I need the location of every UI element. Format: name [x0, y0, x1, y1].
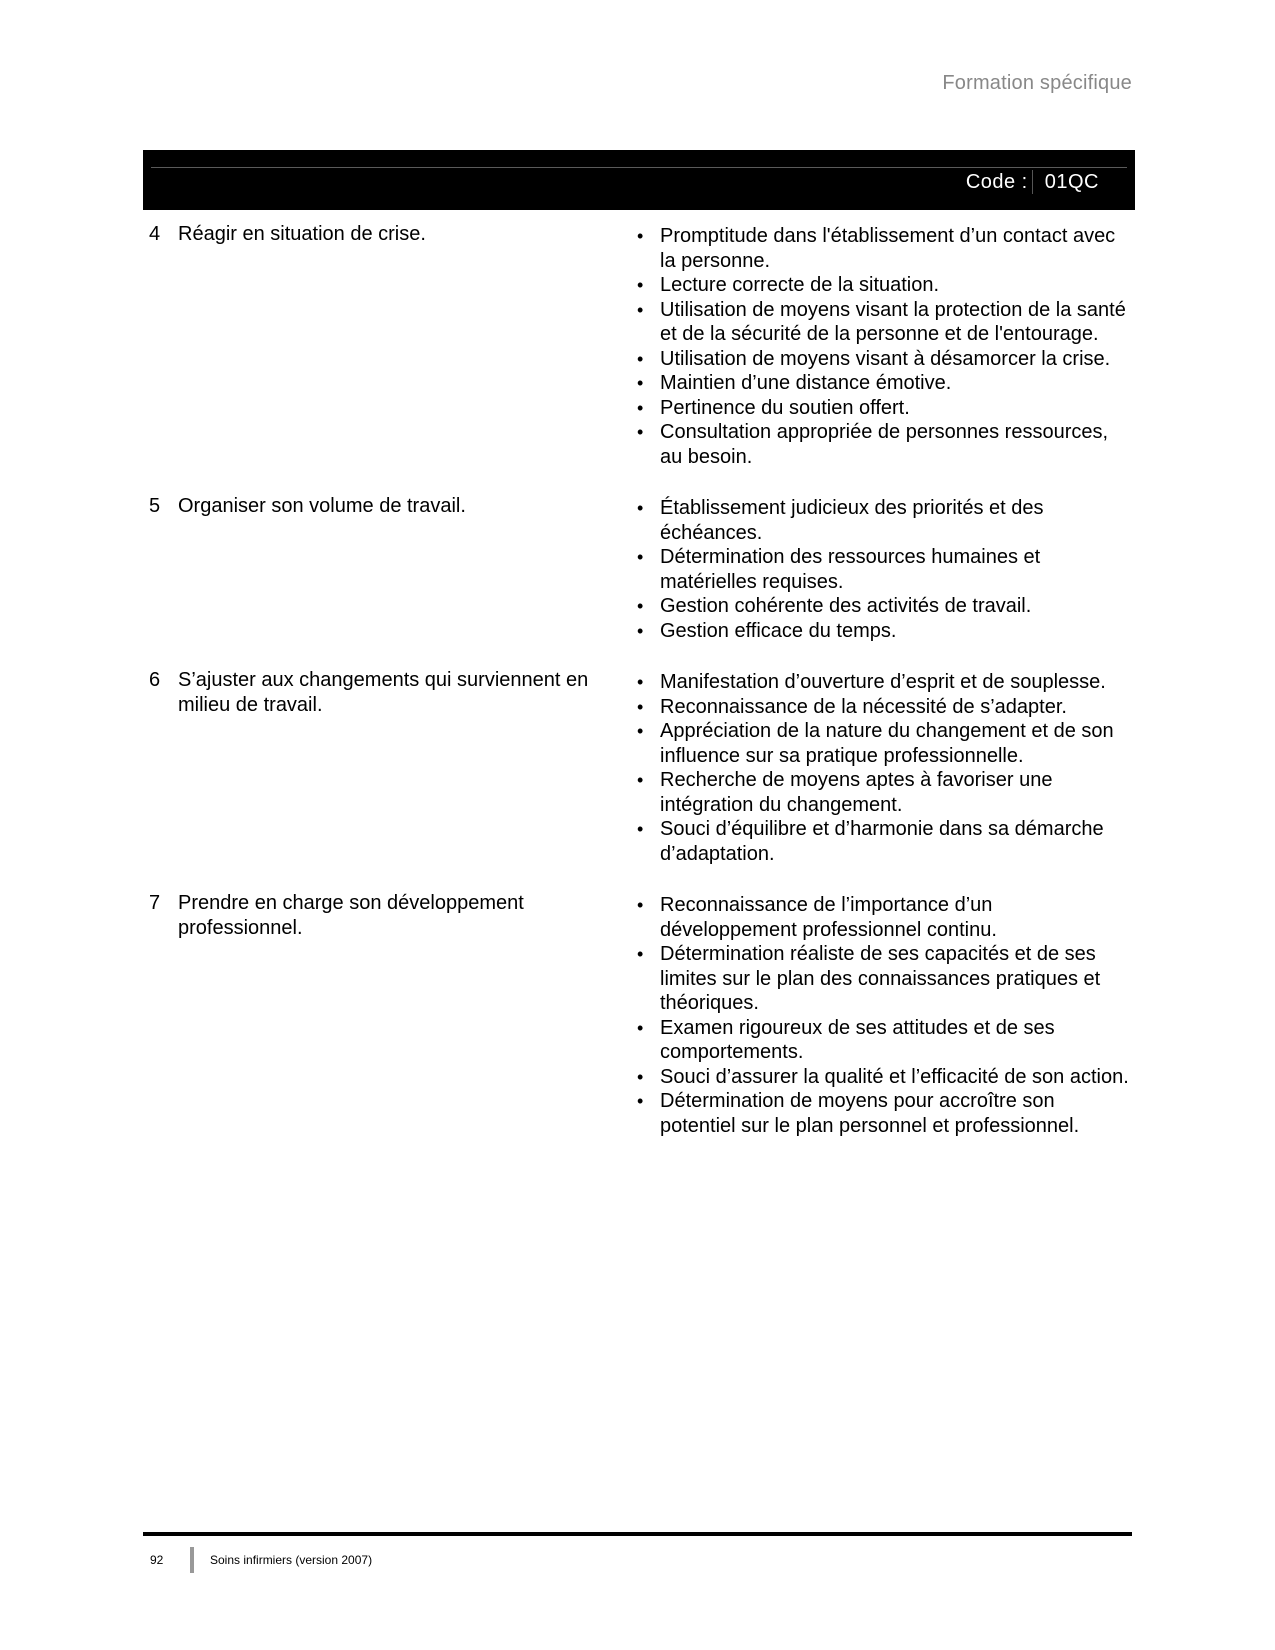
- criteria-item: [637, 496, 1130, 545]
- element-number: 4: [149, 223, 161, 245]
- criteria-text: Promptitude dans l'établissement d’un contact avec la personne.: [660, 225, 1116, 272]
- criteria-text: Manifestation d’ouverture d’esprit et de souplesse.: [660, 671, 1106, 693]
- bullet-icon: •: [637, 275, 644, 295]
- criteria-item: [637, 594, 1130, 619]
- criteria-item: [637, 1016, 1130, 1065]
- bullet-icon: •: [637, 596, 644, 616]
- criteria-text: Examen rigoureux de ses attitudes et de ses comportements.: [660, 1016, 1055, 1063]
- code-banner: [143, 150, 1135, 210]
- criteria-item: [637, 224, 1130, 273]
- element-row: [149, 891, 1139, 1138]
- criteria-item: [637, 347, 1130, 372]
- element-number: 5: [149, 495, 161, 517]
- bullet-icon: •: [637, 547, 644, 567]
- bullet-icon: •: [637, 696, 644, 717]
- criteria-item: [637, 670, 1130, 695]
- bullet-icon: •: [637, 721, 644, 741]
- criteria-text: Établissement judicieux des priorités et des échéances.: [660, 497, 1044, 544]
- criteria-item: [637, 893, 1130, 942]
- element-number: 7: [149, 892, 161, 914]
- bullet-icon: •: [637, 620, 644, 641]
- criteria-item: [637, 1089, 1130, 1138]
- footer-rule: [143, 1532, 1132, 1536]
- criteria-text: Gestion efficace du temps.: [660, 619, 897, 642]
- criteria-item: [637, 719, 1130, 768]
- criteria-item: [637, 371, 1130, 396]
- bullet-icon: •: [637, 299, 644, 320]
- criteria-text: Détermination de moyens pour accroître son potentiel sur le plan personnel et professionnel.: [660, 1090, 1080, 1137]
- element-cell: [149, 222, 637, 469]
- code-value: 01QC: [1044, 170, 1099, 193]
- banner-rule: [151, 167, 1127, 168]
- criteria-text: Reconnaissance de la nécessité de s’adapter.: [660, 695, 1067, 718]
- footer-separator: [190, 1547, 194, 1573]
- criteria-item: [637, 273, 1130, 298]
- criteria-cell: [637, 668, 1139, 866]
- bullet-icon: •: [637, 672, 644, 692]
- bullet-icon: •: [637, 1017, 644, 1038]
- criteria-cell: [637, 494, 1139, 643]
- element-row: [149, 668, 1139, 866]
- criteria-text: Détermination réaliste de ses capacités et de ses limites sur le plan des connaissances pratiques et théoriques.: [660, 943, 1101, 1014]
- criteria-item: [637, 545, 1130, 594]
- criteria-item: [637, 695, 1130, 720]
- criteria-text: Reconnaissance de l’importance d’un développement professionnel continu.: [660, 894, 997, 941]
- element-text: S’ajuster aux changements qui surviennent en milieu de travail.: [178, 669, 589, 716]
- criteria-list: [637, 893, 1139, 1138]
- element-cell: [149, 494, 637, 643]
- page-number: 92: [150, 1553, 164, 1567]
- element-number: 6: [149, 669, 161, 691]
- criteria-cell: [637, 891, 1139, 1138]
- element-text: Prendre en charge son développement professionnel.: [178, 892, 524, 939]
- bullet-icon: •: [637, 422, 644, 442]
- criteria-text: Détermination des ressources humaines et matérielles requises.: [660, 546, 1041, 593]
- bullet-icon: •: [637, 895, 644, 915]
- criteria-item: [637, 1065, 1130, 1090]
- element-row: [149, 222, 1139, 469]
- code-field: [966, 170, 1099, 194]
- bullet-icon: •: [637, 348, 644, 369]
- bullet-icon: •: [637, 944, 644, 964]
- code-separator: [1032, 170, 1033, 194]
- element-text: Organiser son volume de travail.: [178, 495, 466, 517]
- criteria-text: Utilisation de moyens visant à désamorcer la crise.: [660, 347, 1111, 370]
- bullet-icon: •: [637, 397, 644, 418]
- criteria-text: Maintien d’une distance émotive.: [660, 372, 952, 394]
- criteria-item: [637, 396, 1130, 421]
- criteria-text: Recherche de moyens aptes à favoriser une intégration du changement.: [660, 769, 1053, 816]
- bullet-icon: •: [637, 1066, 644, 1087]
- bullet-icon: •: [637, 770, 644, 790]
- criteria-item: [637, 942, 1130, 1016]
- element-cell: [149, 668, 637, 866]
- criteria-item: [637, 619, 1130, 644]
- criteria-list: [637, 224, 1139, 469]
- criteria-list: [637, 670, 1139, 866]
- bullet-icon: •: [637, 819, 644, 839]
- criteria-text: Utilisation de moyens visant la protection de la santé et de la sécurité de la personne et de l'entourage.: [660, 298, 1126, 345]
- criteria-cell: [637, 222, 1139, 469]
- running-header-title: Formation spécifique: [942, 72, 1132, 94]
- element-cell: [149, 891, 637, 1138]
- element-text: Réagir en situation de crise.: [178, 223, 426, 245]
- criteria-text: Consultation appropriée de personnes ressources, au besoin.: [660, 421, 1109, 468]
- criteria-text: Pertinence du soutien offert.: [660, 396, 910, 419]
- bullet-icon: •: [637, 373, 644, 393]
- bullet-icon: •: [637, 498, 644, 518]
- criteria-item: [637, 298, 1130, 347]
- page-footer: [150, 1547, 372, 1573]
- criteria-text: Souci d’équilibre et d’harmonie dans sa démarche d’adaptation.: [660, 818, 1104, 865]
- element-row: [149, 494, 1139, 643]
- code-label: Code :: [965, 170, 1028, 193]
- criteria-text: Gestion cohérente des activités de travail.: [660, 595, 1032, 617]
- criteria-text: Appréciation de la nature du changement et de son influence sur sa pratique professionnelle.: [660, 720, 1114, 767]
- competency-table: [149, 222, 1139, 1163]
- criteria-text: Lecture correcte de la situation.: [660, 274, 940, 296]
- criteria-list: [637, 496, 1139, 643]
- criteria-item: [637, 768, 1130, 817]
- criteria-item: [637, 420, 1130, 469]
- criteria-text: Souci d’assurer la qualité et l’efficacité de son action.: [660, 1065, 1129, 1088]
- footer-document-title: Soins infirmiers (version 2007): [210, 1553, 373, 1567]
- criteria-item: [637, 817, 1130, 866]
- bullet-icon: •: [637, 226, 644, 246]
- bullet-icon: •: [637, 1091, 644, 1111]
